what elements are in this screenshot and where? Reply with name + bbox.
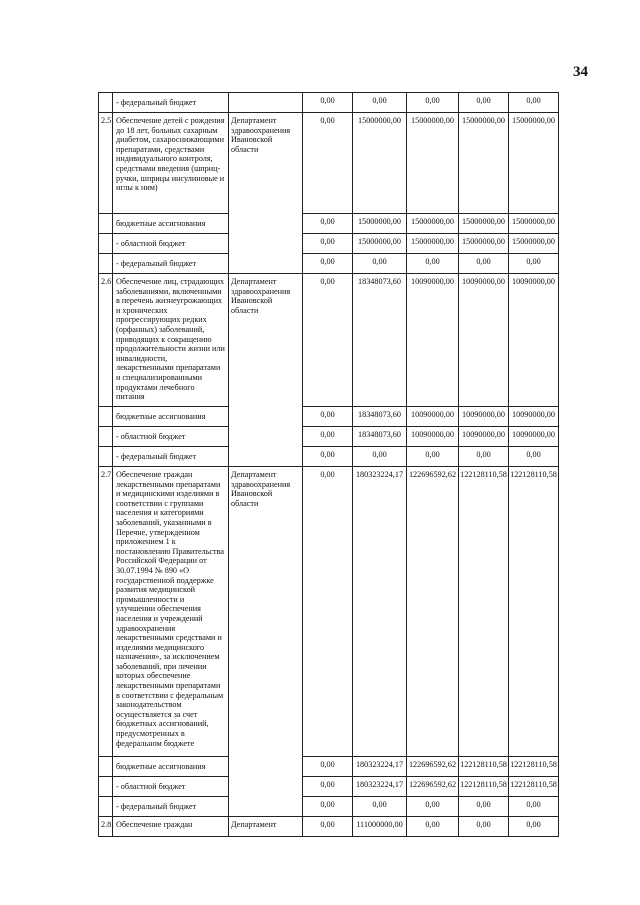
cell-value: 122128110,58 — [459, 467, 509, 757]
department: Департамент здравоохранения Ивановской области — [229, 467, 303, 817]
item-title: Обеспечение лиц, страдающих заболеваниями, включенными в перечень жизнеугрожающих и хронических прогрессирующих редких (орфанных) заболеваний, приводящих к сокращению продолжительности жизни или инвалидности, лекарственными препаратами и специализированными продуктами лечебного питания — [113, 274, 229, 407]
row-label: бюджетные ассигнования — [113, 757, 229, 777]
row-label: - федеральный бюджет — [113, 447, 229, 467]
cell-value: 122696592,62 — [407, 757, 459, 777]
cell-value: 0,00 — [459, 797, 509, 817]
row-label: бюджетные ассигнования — [113, 214, 229, 234]
cell-value: 0,00 — [509, 93, 559, 113]
table-row — [99, 234, 559, 254]
cell-value: 18348073,60 — [353, 407, 407, 427]
table-row — [99, 274, 559, 407]
cell-value: 0,00 — [303, 427, 353, 447]
cell-value: 0,00 — [353, 254, 407, 274]
cell-value: 0,00 — [303, 817, 353, 837]
row-label: - областной бюджет — [113, 234, 229, 254]
cell-value: 0,00 — [509, 797, 559, 817]
cell-value: 0,00 — [303, 274, 353, 407]
table-row — [99, 214, 559, 234]
cell-value: 0,00 — [353, 93, 407, 113]
cell-value: 180323224,17 — [353, 757, 407, 777]
cell-value: 122128110,58 — [459, 777, 509, 797]
table-row — [99, 467, 559, 757]
cell-value: 10090000,00 — [407, 274, 459, 407]
cell-value: 15000000,00 — [509, 113, 559, 214]
item-number: 2.5 — [99, 113, 113, 214]
cell-value: 18348073,60 — [353, 427, 407, 447]
cell-value: 0,00 — [303, 777, 353, 797]
row-label: - федеральный бюджет — [113, 254, 229, 274]
table-row — [99, 427, 559, 447]
row-label: - областной бюджет — [113, 427, 229, 447]
cell-value: 0,00 — [459, 447, 509, 467]
item-number: 2.6 — [99, 274, 113, 407]
cell-value: 0,00 — [459, 254, 509, 274]
table-row — [99, 817, 559, 837]
cell-value: 18348073,60 — [353, 274, 407, 407]
cell-value: 0,00 — [303, 214, 353, 234]
cell-value: 0,00 — [407, 93, 459, 113]
cell-value: 10090000,00 — [509, 427, 559, 447]
cell-value: 122128110,58 — [509, 467, 559, 757]
cell-value: 15000000,00 — [509, 214, 559, 234]
item-number: 2.7 — [99, 467, 113, 757]
cell-value: 0,00 — [303, 447, 353, 467]
cell-value: 0,00 — [509, 254, 559, 274]
cell-value: 0,00 — [353, 797, 407, 817]
cell-value: 0,00 — [509, 817, 559, 837]
row-label: - федеральный бюджет — [113, 797, 229, 817]
cell-value: 10090000,00 — [459, 274, 509, 407]
cell-value: 15000000,00 — [509, 234, 559, 254]
cell-value: 122128110,58 — [509, 777, 559, 797]
row-label: - областной бюджет — [113, 777, 229, 797]
cell-value: 0,00 — [303, 254, 353, 274]
cell-value: 10090000,00 — [509, 407, 559, 427]
department: Департамент здравоохранения Ивановской области — [229, 113, 303, 274]
cell-value: 15000000,00 — [407, 214, 459, 234]
table-row — [99, 757, 559, 777]
cell-value: 122696592,62 — [407, 777, 459, 797]
budget-table — [98, 92, 559, 837]
cell-value: 15000000,00 — [353, 113, 407, 214]
item-title: Обеспечение граждан — [113, 817, 229, 837]
cell-value: 10090000,00 — [407, 407, 459, 427]
table-row — [99, 447, 559, 467]
cell-value: 122128110,58 — [459, 757, 509, 777]
cell-value: 0,00 — [407, 254, 459, 274]
department: Департамент — [229, 817, 303, 837]
table-row — [99, 407, 559, 427]
cell-value: 0,00 — [509, 447, 559, 467]
table-row — [99, 113, 559, 214]
cell-value: 15000000,00 — [459, 214, 509, 234]
cell-value: 0,00 — [303, 93, 353, 113]
item-number: 2.8 — [99, 817, 113, 837]
cell-value: 15000000,00 — [459, 234, 509, 254]
cell-value: 10090000,00 — [459, 407, 509, 427]
cell-value: 180323224,17 — [353, 467, 407, 757]
item-title: Обеспечение детей с рождения до 18 лет, больных сахарным диабетом, сахароснижающими препаратами, средствами индивидуального контроля, средствами введения (шприц-ручки, шприцы инсулиновые и иглы к ним) — [113, 113, 229, 214]
cell-value: 0,00 — [459, 817, 509, 837]
cell-value: 122128110,58 — [509, 757, 559, 777]
table-row — [99, 254, 559, 274]
cell-value: 0,00 — [303, 113, 353, 214]
cell-value: 0,00 — [303, 797, 353, 817]
row-label: - федеральный бюджет — [113, 93, 229, 113]
table-row — [99, 777, 559, 797]
cell-value: 15000000,00 — [407, 113, 459, 214]
cell-value: 111000000,00 — [353, 817, 407, 837]
cell-value: 10090000,00 — [509, 274, 559, 407]
table-row — [99, 797, 559, 817]
item-title: Обеспечение граждан лекарственными препаратами и медицинскими изделиями в соответствии с группами населения и категориями заболеваний, указанными в Перечне, утвержденном приложением 1 к постановлению Правительства Российской Федерации от 30.07.1994 № 890 «О государственной поддержке развития медицинской промышленности и улучшении обеспечения населения и учреждений здравоохранения лекарственными средствами и изделиями медицинского назначения», за исключением заболеваний, при лечении которых обеспечение лекарственными препаратами в соответствии с федеральным законодательством осуществляется за счет бюджетных ассигнований, предусмотренных в федеральном бюджете — [113, 467, 229, 757]
cell-value: 180323224,17 — [353, 777, 407, 797]
cell-value: 10090000,00 — [459, 427, 509, 447]
cell-value: 0,00 — [303, 407, 353, 427]
page-number: 34 — [573, 64, 588, 80]
cell-value: 122696592,62 — [407, 467, 459, 757]
department: Департамент здравоохранения Ивановской области — [229, 274, 303, 467]
cell-value: 0,00 — [303, 467, 353, 757]
table-row — [99, 93, 559, 113]
cell-value: 0,00 — [353, 447, 407, 467]
row-label: бюджетные ассигнования — [113, 407, 229, 427]
cell-value: 15000000,00 — [353, 214, 407, 234]
cell-value: 15000000,00 — [459, 113, 509, 214]
cell-value: 0,00 — [407, 447, 459, 467]
cell-value: 0,00 — [407, 797, 459, 817]
cell-value: 0,00 — [303, 234, 353, 254]
cell-value: 0,00 — [303, 757, 353, 777]
cell-value: 0,00 — [459, 93, 509, 113]
cell-value: 0,00 — [407, 817, 459, 837]
cell-value: 10090000,00 — [407, 427, 459, 447]
cell-value: 15000000,00 — [407, 234, 459, 254]
cell-value: 15000000,00 — [353, 234, 407, 254]
